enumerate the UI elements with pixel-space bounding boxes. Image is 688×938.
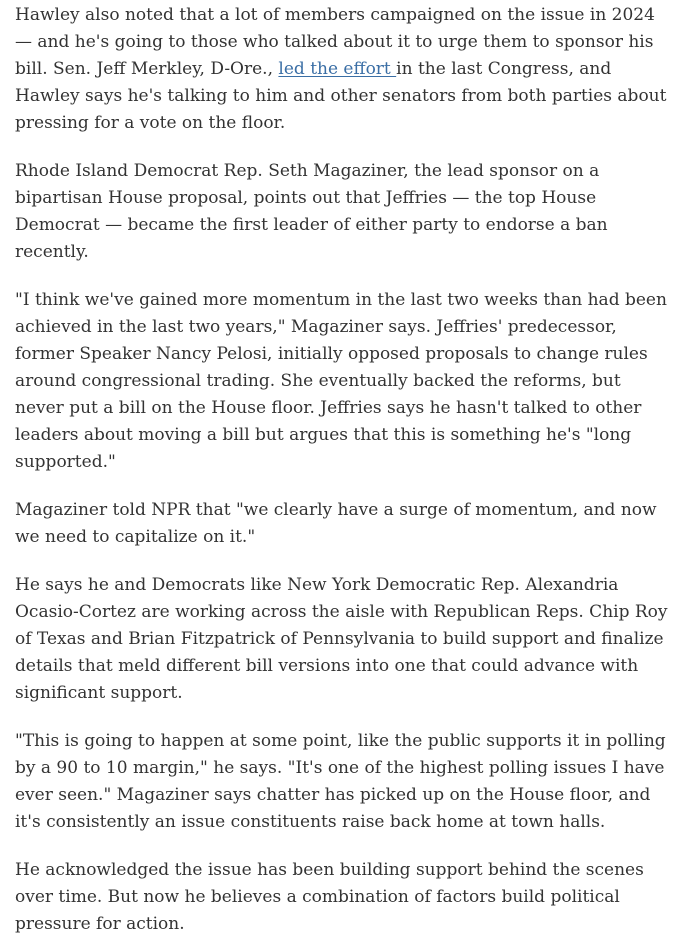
paragraph-bipartisan-work: He says he and Democrats like New York Democratic Rep. Alexandria Ocasio-Cortez are working across the aisle with Republican Reps. Chip Roy of Texas and Brian Fitzpatrick of Pennsylvania to build support and finalize details that meld different bill versions into one that could advance with significant support.: [15, 575, 668, 703]
paragraph-magaziner-jeffries: Rhode Island Democrat Rep. Seth Magaziner, the lead sponsor on a bipartisan House proposal, points out that Jeffries — the top House Democrat — became the first leader of either party to endorse a ban recently.: [15, 161, 608, 262]
paragraph-text: Hawley also noted that a lot of members campaigned on the issue in 2024 — and he's going to those who talked about it to urge them to sponsor his bill. Sen. Jeff Merkley, D-Ore.,: [15, 5, 655, 79]
paragraph-momentum-quote: "I think we've gained more momentum in the last two weeks than had been achieved in the last two years," Magaziner says. Jeffries' predecessor, former Speaker Nancy Pelosi, initially opposed proposals to change rules around congressional trading. She eventually backed the reforms, but never put a bill on the House floor. Jeffries says he hasn't talked to other leaders about moving a bill but argues that this is something he's "long supported.": [15, 290, 667, 472]
paragraph-merkley: [15, 2, 673, 137]
article-body: [0, 2, 688, 938]
paragraph-polling-quote: "This is going to happen at some point, like the public supports it in polling by a 90 to 10 margin," he says. "It's one of the highest polling issues I have ever seen." Magaziner says chatter has picked up on the House floor, and it's consistently an issue constituents raise back home at town halls.: [15, 731, 666, 832]
paragraph-text: in the last Congress, and Hawley says he's talking to him and other senators from both parties about pressing for a vote on the floor.: [15, 59, 667, 133]
led-the-effort-link[interactable]: led the effort: [278, 59, 397, 79]
paragraph-npr-quote: Magaziner told NPR that "we clearly have a surge of momentum, and now we need to capitalize on it.": [15, 500, 657, 547]
paragraph-political-pressure: He acknowledged the issue has been building support behind the scenes over time. But now he believes a combination of factors build political pressure for action.: [15, 860, 644, 934]
